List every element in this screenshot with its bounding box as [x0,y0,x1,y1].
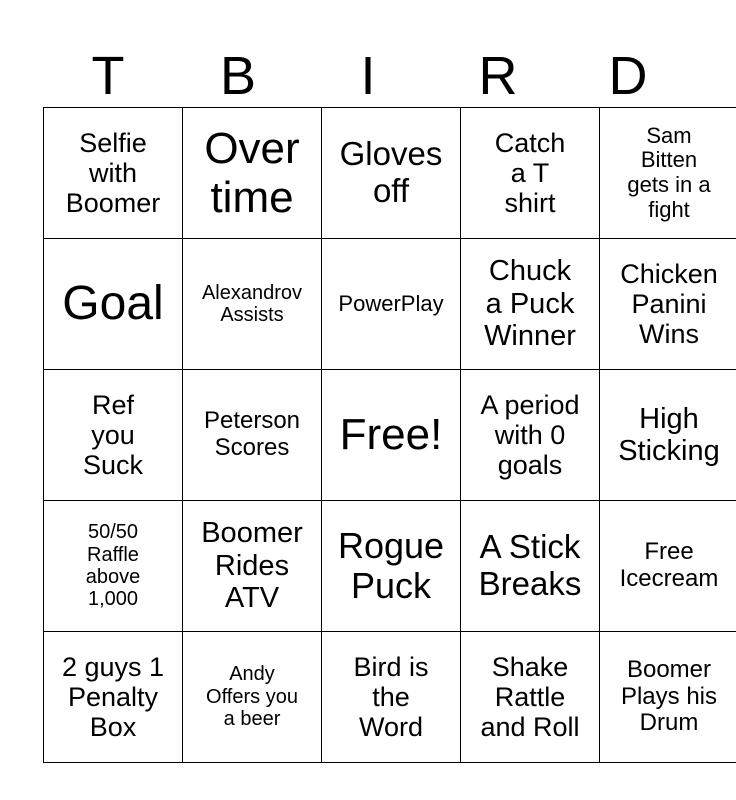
bingo-header [43,44,693,108]
board-row [44,239,736,370]
header-letter-r: R [478,46,518,106]
bingo-board [43,107,736,763]
board-row [44,370,736,501]
bingo-cell[interactable]: Gloves off [322,108,461,239]
bingo-cell[interactable]: 2 guys 1 Penalty Box [44,632,183,763]
bingo-cell[interactable]: Goal [44,239,183,370]
bingo-cell[interactable]: Sam Bitten gets in a fight [600,108,736,239]
header-letter-d: D [608,46,648,106]
bingo-cell[interactable]: Alexandrov Assists [183,239,322,370]
header-letter-t: T [91,46,125,106]
board-row [44,501,736,632]
board-row [44,108,736,239]
bingo-cell[interactable]: Boomer Plays his Drum [600,632,736,763]
bingo-cell-free[interactable]: Free! [322,370,461,501]
bingo-cell[interactable]: 50/50 Raffle above 1,000 [44,501,183,632]
bingo-cell[interactable]: Bird is the Word [322,632,461,763]
bingo-cell[interactable]: Rogue Puck [322,501,461,632]
bingo-cell[interactable]: Free Icecream [600,501,736,632]
bingo-cell[interactable]: Catch a T shirt [461,108,600,239]
bingo-cell[interactable]: PowerPlay [322,239,461,370]
bingo-cell[interactable]: High Sticking [600,370,736,501]
bingo-cell[interactable]: Peterson Scores [183,370,322,501]
bingo-cell[interactable]: Chicken Panini Wins [600,239,736,370]
header-letter-i: I [360,46,376,106]
bingo-cell[interactable]: A period with 0 goals [461,370,600,501]
bingo-cell[interactable]: A Stick Breaks [461,501,600,632]
bingo-cell[interactable]: Boomer Rides ATV [183,501,322,632]
bingo-cell[interactable]: Over time [183,108,322,239]
bingo-cell[interactable]: Selfie with Boomer [44,108,183,239]
bingo-cell[interactable]: Chuck a Puck Winner [461,239,600,370]
bingo-cell[interactable]: Andy Offers you a beer [183,632,322,763]
header-letter-b: B [219,46,257,106]
bingo-cell[interactable]: Shake Rattle and Roll [461,632,600,763]
board-row [44,632,736,763]
bingo-cell[interactable]: Ref you Suck [44,370,183,501]
